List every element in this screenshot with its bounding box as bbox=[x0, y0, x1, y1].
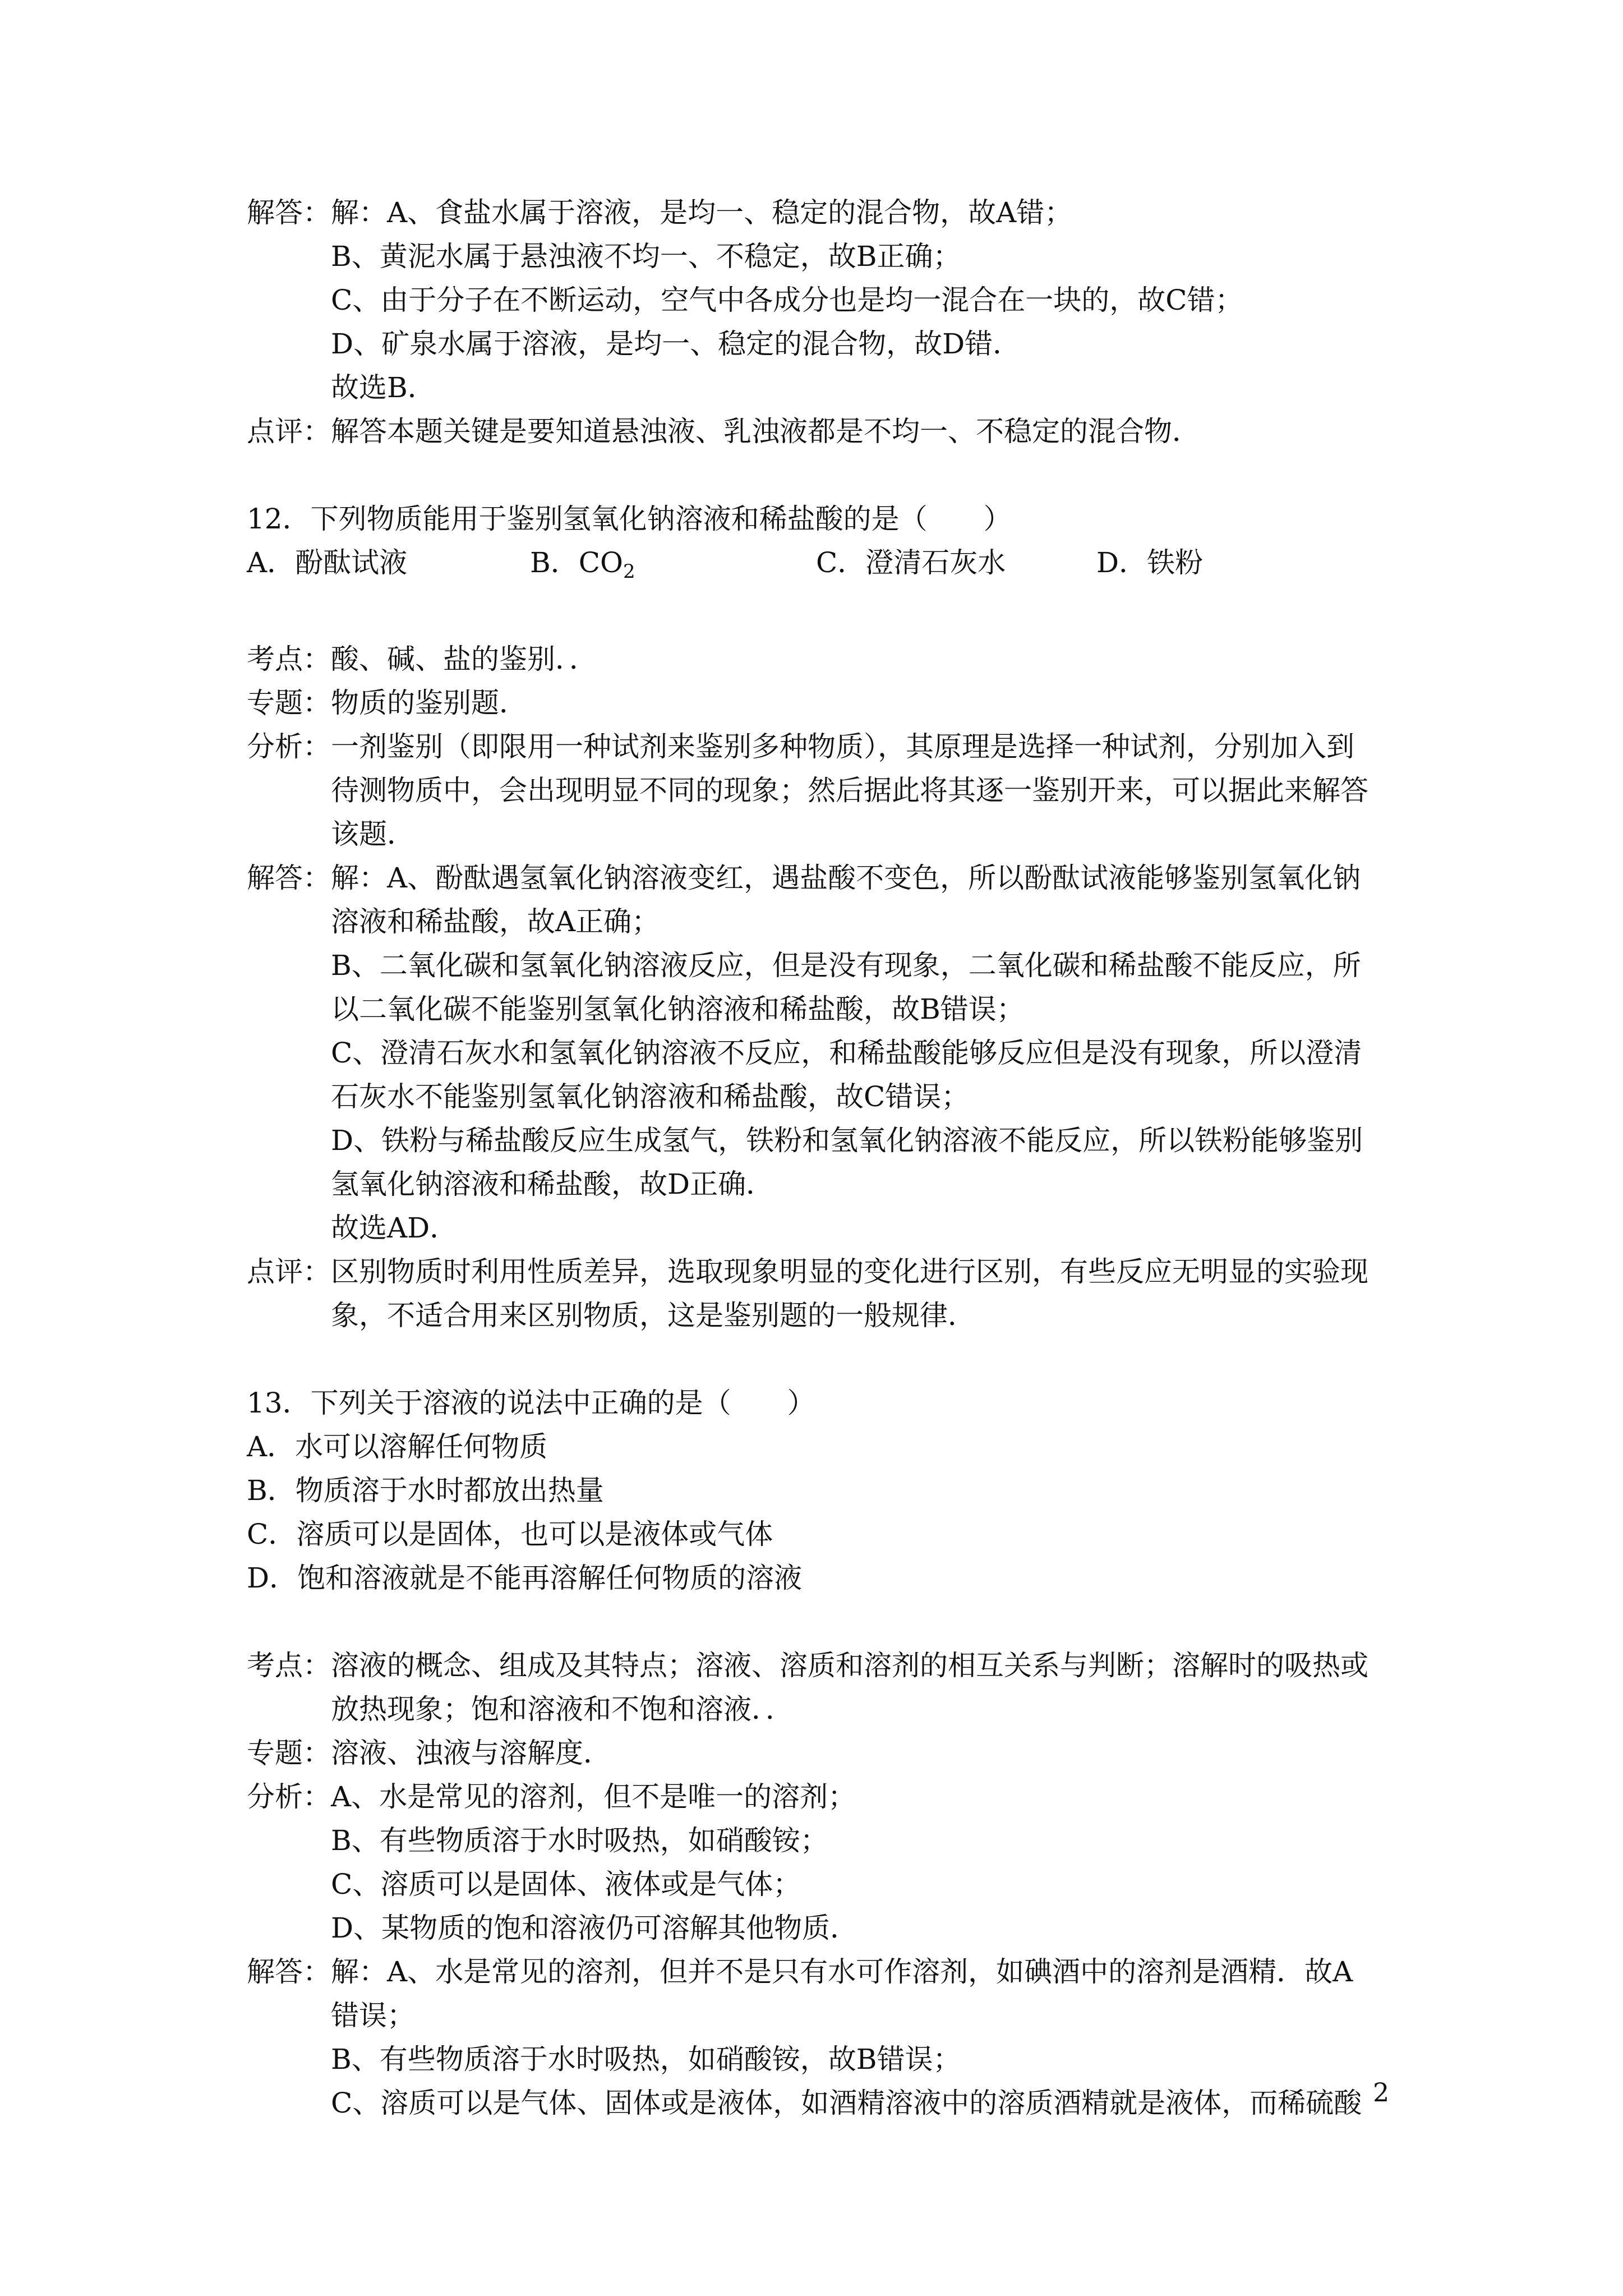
zhuanti-line: 物质的鉴别题． bbox=[331, 687, 527, 719]
question-12-options bbox=[247, 541, 1396, 593]
option-d: D．饱和溶液就是不能再溶解任何物质的溶液 bbox=[247, 1562, 803, 1594]
question-12-stem: 12．下列物质能用于鉴别氢氧化钠溶液和稀盐酸的是（ ） bbox=[247, 503, 1012, 535]
kaodian-label: 考点： bbox=[247, 1649, 331, 1682]
fenxi-line: B、有些物质溶于水时吸热，如硝酸铵； bbox=[331, 1824, 828, 1857]
comment-line: 象，不适合用来区别物质，这是鉴别题的一般规律． bbox=[331, 1299, 976, 1332]
kaodian-line: 放热现象；饱和溶液和不饱和溶液．． bbox=[331, 1693, 794, 1726]
answer-line: 氢氧化钠溶液和稀盐酸，故D正确． bbox=[331, 1168, 774, 1200]
option-a: A．酚酞试液 bbox=[247, 546, 408, 579]
fenxi-line: D、某物质的饱和溶液仍可溶解其他物质． bbox=[331, 1912, 859, 1944]
answer-line: 错误； bbox=[331, 1999, 415, 2032]
comment-label: 点评： bbox=[247, 1255, 331, 1288]
answer-line: C、澄清石灰水和氢氧化钠溶液不反应，和稀盐酸能够反应但是没有现象，所以澄清 bbox=[331, 1037, 1362, 1069]
kaodian-label: 考点： bbox=[247, 643, 331, 675]
zhuanti-section bbox=[247, 1731, 1396, 1775]
comment-line: 解答本题关键是要知道悬浊液、乳浊液都是不均一、不稳定的混合物． bbox=[331, 415, 1200, 448]
page-number: 2 bbox=[1373, 2077, 1390, 2108]
answer-line: C、由于分子在不断运动，空气中各成分也是均一混合在一块的，故C错； bbox=[331, 284, 1243, 316]
answer-line: B、有些物质溶于水时吸热，如硝酸铵，故B错误； bbox=[331, 2043, 961, 2076]
answer-line: 石灰水不能鉴别氢氧化钠溶液和稀盐酸，故C错误； bbox=[331, 1080, 970, 1113]
option-b: B．$CO_2$ bbox=[530, 546, 635, 583]
fenxi-line: 待测物质中，会出现明显不同的现象；然后据此将其逐一鉴别开来，可以据此来解答 bbox=[331, 774, 1368, 807]
kaodian-line: 酸、碱、盐的鉴别．． bbox=[331, 643, 597, 675]
question-13-stem: 13．下列关于溶液的说法中正确的是（ ） bbox=[247, 1387, 815, 1419]
answer-line: 故选B． bbox=[331, 371, 436, 404]
answer-section bbox=[247, 191, 1396, 409]
kaodian-line: 溶液的概念、组成及其特点；溶液、溶质和溶剂的相互关系与判断；溶解时的吸热或 bbox=[331, 1649, 1368, 1682]
zhuanti-label: 专题： bbox=[247, 687, 331, 719]
fenxi-label: 分析： bbox=[247, 1780, 331, 1813]
fenxi-label: 分析： bbox=[247, 730, 331, 763]
answer-line: D、铁粉与稀盐酸反应生成氢气，铁粉和氢氧化钠溶液不能反应，所以铁粉能够鉴别 bbox=[331, 1124, 1363, 1157]
answer-line: 溶液和稀盐酸，故A正确； bbox=[331, 905, 660, 938]
answer-line: B、黄泥水属于悬浊液不均一、不稳定，故B正确； bbox=[331, 240, 961, 273]
answer-line: C、溶质可以是气体、固体或是液体，如酒精溶液中的溶质酒精就是液体，而稀硫酸 bbox=[331, 2087, 1362, 2119]
answer-line: 故选AD． bbox=[331, 1212, 458, 1244]
zhuanti-section bbox=[247, 681, 1396, 725]
answer-label: 解答： bbox=[247, 196, 331, 229]
comment-section bbox=[247, 1250, 1396, 1337]
answer-section bbox=[247, 856, 1396, 1250]
option-d: D．铁粉 bbox=[1096, 546, 1204, 579]
answer-line: 解：A、水是常见的溶剂，但并不是只有水可作溶剂，如碘酒中的溶剂是酒精．故A bbox=[331, 1955, 1353, 1988]
fenxi-line: 该题． bbox=[331, 818, 415, 850]
answer-line: B、二氧化碳和氢氧化钠溶液反应，但是没有现象，二氧化碳和稀盐酸不能反应，所 bbox=[331, 949, 1361, 982]
page-content bbox=[247, 191, 1396, 2125]
fenxi-line: 一剂鉴别（即限用一种试剂来鉴别多种物质），其原理是选择一种试剂，分别加入到 bbox=[331, 730, 1354, 763]
answer-section bbox=[247, 1950, 1396, 2125]
answer-label: 解答： bbox=[247, 862, 331, 894]
comment-section bbox=[247, 409, 1396, 453]
comment-label: 点评： bbox=[247, 415, 331, 448]
fenxi-section bbox=[247, 1775, 1396, 1950]
fenxi-line: C、溶质可以是固体、液体或是气体； bbox=[331, 1868, 801, 1901]
fenxi-line: A、水是常见的溶剂，但不是唯一的溶剂； bbox=[331, 1780, 856, 1813]
zhuanti-line: 溶液、浊液与溶解度． bbox=[331, 1737, 611, 1769]
answer-body bbox=[331, 191, 1396, 409]
answer-line: 解：A、酚酞遇氢氧化钠溶液变红，遇盐酸不变色，所以酚酞试液能够鉴别氢氧化钠 bbox=[331, 862, 1361, 894]
answer-line: 解：A、食盐水属于溶液，是均一、稳定的混合物，故A错； bbox=[331, 196, 1073, 229]
answer-label: 解答： bbox=[247, 1955, 331, 1988]
comment-line: 区别物质时利用性质差异，选取现象明显的变化进行区别，有些反应无明显的实验现 bbox=[331, 1255, 1368, 1288]
answer-line: D、矿泉水属于溶液，是均一、稳定的混合物，故D错． bbox=[331, 328, 1021, 360]
fenxi-section bbox=[247, 725, 1396, 856]
subscript: 2 bbox=[623, 560, 635, 583]
option-b: B．物质溶于水时都放出热量 bbox=[247, 1474, 604, 1507]
option-c: C．澄清石灰水 bbox=[816, 546, 1006, 579]
option-a: A．水可以溶解任何物质 bbox=[247, 1430, 548, 1463]
option-c: C．溶质可以是固体，也可以是液体或气体 bbox=[247, 1518, 773, 1550]
answer-line: 以二氧化碳不能鉴别氢氧化钠溶液和稀盐酸，故B错误； bbox=[331, 993, 1025, 1025]
zhuanti-label: 专题： bbox=[247, 1737, 331, 1769]
kaodian-section bbox=[247, 637, 1396, 681]
kaodian-section bbox=[247, 1644, 1396, 1731]
